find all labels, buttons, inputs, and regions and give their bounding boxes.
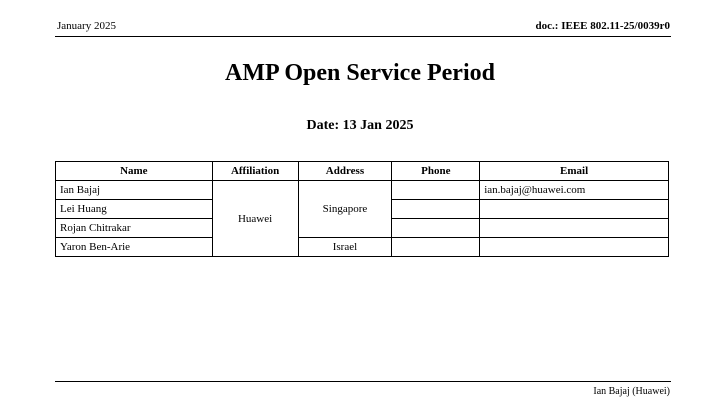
address-cell: Israel [298,238,392,257]
phone-cell [392,219,480,238]
affiliation-cell: Huawei [212,181,298,257]
footer-divider [55,381,671,382]
author-name: Yaron Ben-Arie [56,238,213,257]
phone-cell [392,200,480,219]
document-id: doc.: IEEE 802.11-25/0039r0 [535,20,670,32]
phone-cell [392,181,480,200]
email-cell [480,238,669,257]
column-header-name: Name [56,162,213,181]
column-header-address: Address [298,162,392,181]
phone-cell [392,238,480,257]
slide-date: Date: 13 Jan 2025 [306,118,414,133]
address-cell: Singapore [298,181,392,238]
author-name: Rojan Chitrakar [56,219,213,238]
header-divider [55,36,671,37]
column-header-phone: Phone [392,162,480,181]
authors-table [55,161,669,257]
slide-title: AMP Open Service Period [225,60,495,86]
table-row [56,181,669,200]
email-cell: ian.bajaj@huawei.com [480,181,669,200]
header-date: January 2025 [57,20,116,32]
author-name: Ian Bajaj [56,181,213,200]
column-header-affiliation: Affiliation [212,162,298,181]
column-header-email: Email [480,162,669,181]
email-cell [480,200,669,219]
author-name: Lei Huang [56,200,213,219]
table-row [56,238,669,257]
table-header-row [56,162,669,181]
footer-author: Ian Bajaj (Huawei) [593,386,670,397]
email-cell [480,219,669,238]
